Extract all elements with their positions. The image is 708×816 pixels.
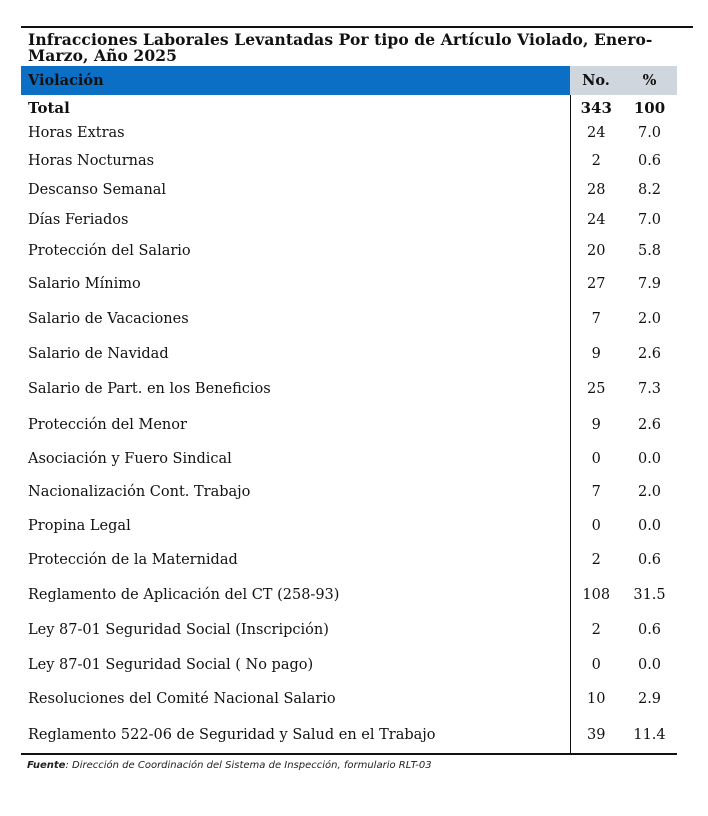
header-row bbox=[21, 66, 677, 95]
table-row bbox=[21, 146, 677, 175]
table-row bbox=[21, 205, 677, 235]
row-number: 108 bbox=[570, 577, 622, 612]
row-percent: 0.6 bbox=[637, 621, 662, 638]
row-percent: 7.9 bbox=[637, 275, 662, 292]
row-percent: 7.0 bbox=[637, 212, 662, 228]
table-row bbox=[21, 175, 677, 205]
row-label: Protección de la Maternidad bbox=[28, 551, 238, 568]
header-violation: Violación bbox=[21, 66, 570, 95]
table-row bbox=[21, 542, 677, 577]
row-number: 0 bbox=[570, 509, 622, 542]
row-number: 25 bbox=[570, 371, 622, 407]
violations-table bbox=[21, 66, 677, 753]
row-percent: 2.6 bbox=[637, 417, 662, 433]
row-number: 7 bbox=[570, 474, 622, 509]
table-row bbox=[21, 682, 677, 716]
table-row bbox=[21, 612, 677, 647]
row-percent: 2.0 bbox=[637, 483, 662, 500]
row-label: Salario de Vacaciones bbox=[28, 310, 189, 327]
row-number: 0 bbox=[570, 647, 622, 682]
table-row bbox=[21, 235, 677, 266]
header-percent: % bbox=[622, 66, 677, 95]
table-row bbox=[21, 120, 677, 146]
total-number: 343 bbox=[570, 95, 622, 120]
row-percent: 8.2 bbox=[637, 182, 662, 198]
row-label: Nacionalización Cont. Trabajo bbox=[28, 483, 251, 500]
row-percent: 0.6 bbox=[637, 152, 662, 169]
row-percent: 2.0 bbox=[637, 310, 662, 327]
table-row bbox=[21, 577, 677, 612]
row-label: Salario Mínimo bbox=[28, 275, 141, 292]
row-percent: 7.3 bbox=[637, 381, 662, 397]
row-number: 20 bbox=[570, 235, 622, 266]
row-label: Ley 87-01 Seguridad Social ( No pago) bbox=[28, 656, 314, 673]
row-number: 27 bbox=[570, 266, 622, 301]
total-row bbox=[21, 95, 677, 120]
row-label: Salario de Navidad bbox=[28, 345, 169, 362]
row-label: Días Feriados bbox=[28, 212, 129, 228]
row-number: 24 bbox=[570, 205, 622, 235]
row-label: Asociación y Fuero Sindical bbox=[28, 450, 232, 467]
table-row bbox=[21, 647, 677, 682]
total-percent: 100 bbox=[633, 98, 666, 117]
row-label: Horas Nocturnas bbox=[28, 152, 155, 169]
row-number: 7 bbox=[570, 301, 622, 336]
row-number: 28 bbox=[570, 175, 622, 205]
row-percent: 0.0 bbox=[637, 656, 662, 673]
table-row bbox=[21, 716, 677, 753]
row-number: 39 bbox=[570, 716, 622, 753]
total-label: Total bbox=[28, 98, 70, 117]
row-label: Horas Extras bbox=[28, 125, 125, 141]
table-row bbox=[21, 301, 677, 336]
row-number: 2 bbox=[570, 612, 622, 647]
table-row bbox=[21, 371, 677, 407]
row-percent: 0.0 bbox=[637, 450, 662, 467]
row-number: 2 bbox=[570, 542, 622, 577]
row-number: 24 bbox=[570, 120, 622, 146]
row-label: Reglamento 522-06 de Seguridad y Salud en el Trabajo bbox=[28, 726, 436, 743]
table-row bbox=[21, 443, 677, 474]
row-number: 2 bbox=[570, 146, 622, 175]
table-row bbox=[21, 266, 677, 301]
source-note bbox=[21, 755, 693, 771]
row-label: Reglamento de Aplicación del CT (258-93) bbox=[28, 586, 340, 603]
row-label: Protección del Menor bbox=[28, 417, 187, 433]
row-number: 9 bbox=[570, 407, 622, 443]
table-row bbox=[21, 336, 677, 371]
row-number: 9 bbox=[570, 336, 622, 371]
row-label: Salario de Part. en los Beneficios bbox=[28, 381, 271, 397]
row-percent: 5.8 bbox=[637, 242, 662, 259]
table-row bbox=[21, 509, 677, 542]
table-title: Infracciones Laborales Levantadas Por tipo de Artículo Violado, Enero-Marzo, Año 2025 bbox=[28, 30, 653, 65]
row-label: Protección del Salario bbox=[28, 242, 191, 259]
row-number: 10 bbox=[570, 682, 622, 716]
row-percent: 0.6 bbox=[637, 551, 662, 568]
header-number: No. bbox=[570, 66, 622, 95]
row-number: 0 bbox=[570, 443, 622, 474]
table-row bbox=[21, 474, 677, 509]
row-percent: 7.0 bbox=[637, 125, 662, 141]
source-label: Fuente bbox=[27, 760, 66, 771]
source-text: : Dirección de Coordinación del Sistema de Inspección, formulario RLT-03 bbox=[65, 760, 432, 771]
row-percent: 11.4 bbox=[633, 726, 666, 743]
row-label: Descanso Semanal bbox=[28, 182, 167, 198]
row-percent: 31.5 bbox=[633, 586, 666, 603]
row-percent: 0.0 bbox=[637, 517, 662, 534]
row-label: Propina Legal bbox=[28, 517, 131, 534]
table-row bbox=[21, 407, 677, 443]
row-label: Ley 87-01 Seguridad Social (Inscripción) bbox=[28, 621, 329, 638]
row-label: Resoluciones del Comité Nacional Salario bbox=[28, 691, 336, 707]
row-percent: 2.6 bbox=[637, 345, 662, 362]
report-table-container bbox=[21, 26, 693, 771]
row-percent: 2.9 bbox=[637, 691, 662, 707]
